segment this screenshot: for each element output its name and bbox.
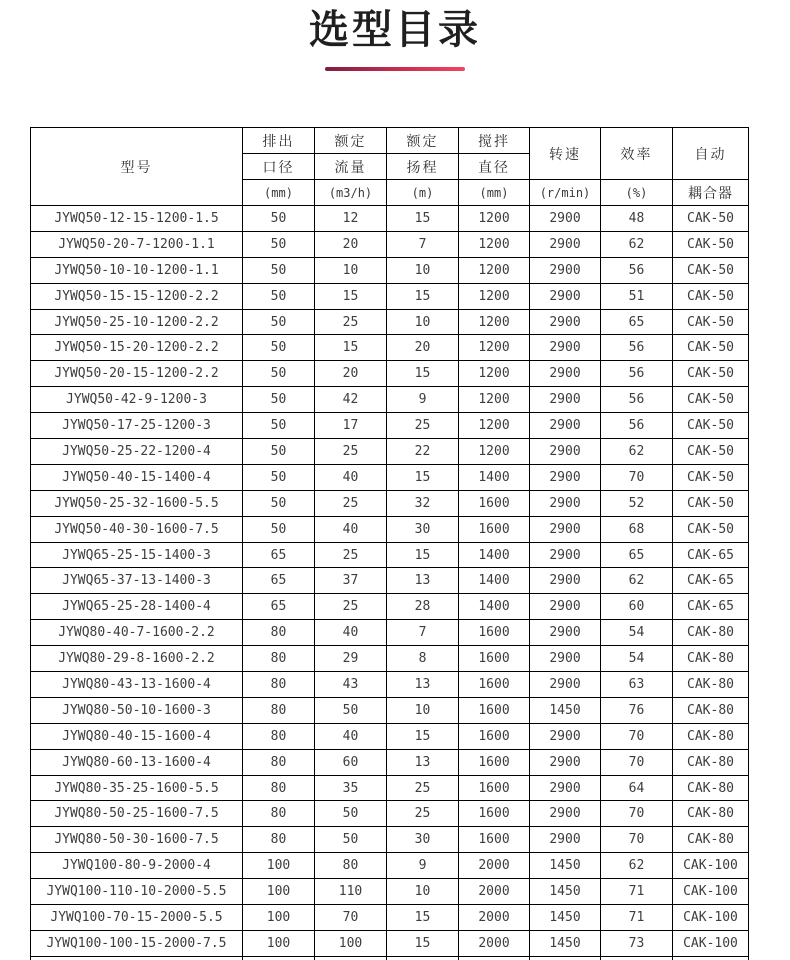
outlet-cell: 50 — [243, 257, 315, 283]
speed-cell: 2900 — [530, 516, 601, 542]
header-coupler-unit: 耦合器 — [673, 180, 749, 206]
flow-cell: 25 — [315, 490, 387, 516]
stir-cell: 1200 — [459, 413, 530, 439]
outlet-cell: 50 — [243, 516, 315, 542]
model-cell: JYWQ50-20-7-1200-1.1 — [31, 231, 243, 257]
stir-cell: 1600 — [459, 827, 530, 853]
flow-cell: 50 — [315, 801, 387, 827]
stir-cell: 1200 — [459, 283, 530, 309]
head-cell: 15 — [387, 283, 459, 309]
efficiency-cell: 51 — [601, 283, 673, 309]
table-head-section — [31, 128, 749, 206]
stir-cell: 1200 — [459, 361, 530, 387]
flow-cell: 15 — [315, 283, 387, 309]
flow-cell: 29 — [315, 646, 387, 672]
efficiency-cell: 65 — [601, 542, 673, 568]
efficiency-cell: 54 — [601, 620, 673, 646]
outlet-cell: 80 — [243, 620, 315, 646]
header-flow-top: 额定 — [315, 128, 387, 154]
table-row — [31, 335, 749, 361]
header-speed: 转速 — [530, 128, 601, 180]
coupler-cell: CAK-50 — [673, 335, 749, 361]
speed-cell: 2900 — [530, 309, 601, 335]
stir-cell: 1200 — [459, 387, 530, 413]
page-title: 选型目录 — [309, 8, 481, 52]
efficiency-cell: 71 — [601, 905, 673, 931]
stir-cell: 1200 — [459, 309, 530, 335]
stir-cell: 1200 — [459, 439, 530, 465]
outlet-cell: 80 — [243, 697, 315, 723]
header-flow-unit: (m3/h) — [315, 180, 387, 206]
outlet-cell: 50 — [243, 335, 315, 361]
flow-cell: 12 — [315, 206, 387, 232]
head-cell: 7 — [387, 231, 459, 257]
speed-cell — [530, 956, 601, 960]
stir-cell — [459, 956, 530, 960]
table-row — [31, 930, 749, 956]
model-cell: JYWQ65-37-13-1400-3 — [31, 568, 243, 594]
model-cell: JYWQ100-70-15-2000-5.5 — [31, 905, 243, 931]
outlet-cell: 80 — [243, 672, 315, 698]
coupler-cell: CAK-80 — [673, 723, 749, 749]
header-outlet-mid: 口径 — [243, 154, 315, 180]
model-cell: JYWQ50-20-15-1200-2.2 — [31, 361, 243, 387]
table-row — [31, 361, 749, 387]
head-cell: 10 — [387, 309, 459, 335]
table-row — [31, 646, 749, 672]
table-row — [31, 672, 749, 698]
stir-cell: 2000 — [459, 905, 530, 931]
table-row — [31, 594, 749, 620]
head-cell: 13 — [387, 749, 459, 775]
flow-cell: 25 — [315, 542, 387, 568]
efficiency-cell: 76 — [601, 697, 673, 723]
speed-cell: 2900 — [530, 723, 601, 749]
efficiency-cell: 70 — [601, 749, 673, 775]
head-cell: 15 — [387, 361, 459, 387]
model-cell: JYWQ50-25-10-1200-2.2 — [31, 309, 243, 335]
table-row — [31, 542, 749, 568]
stir-cell: 1600 — [459, 646, 530, 672]
efficiency-cell: 56 — [601, 387, 673, 413]
stir-cell: 1600 — [459, 620, 530, 646]
outlet-cell: 65 — [243, 542, 315, 568]
stir-cell: 1600 — [459, 490, 530, 516]
stir-cell: 1200 — [459, 335, 530, 361]
outlet-cell: 100 — [243, 853, 315, 879]
outlet-cell: 50 — [243, 231, 315, 257]
table-row — [31, 905, 749, 931]
speed-cell: 2900 — [530, 568, 601, 594]
model-cell: JYWQ80-29-8-1600-2.2 — [31, 646, 243, 672]
flow-cell — [315, 956, 387, 960]
flow-cell: 20 — [315, 231, 387, 257]
coupler-cell: CAK-65 — [673, 594, 749, 620]
header-efficiency: 效率 — [601, 128, 673, 180]
efficiency-cell: 64 — [601, 775, 673, 801]
selection-catalog-table — [30, 127, 749, 960]
efficiency-cell: 56 — [601, 335, 673, 361]
outlet-cell: 80 — [243, 801, 315, 827]
flow-cell: 70 — [315, 905, 387, 931]
header-outlet-top: 排出 — [243, 128, 315, 154]
coupler-cell — [673, 956, 749, 960]
table-row — [31, 879, 749, 905]
stir-cell: 1200 — [459, 231, 530, 257]
header-stir-unit: (mm) — [459, 180, 530, 206]
stir-cell: 1600 — [459, 801, 530, 827]
efficiency-cell: 63 — [601, 672, 673, 698]
head-cell: 25 — [387, 413, 459, 439]
outlet-cell: 50 — [243, 309, 315, 335]
header-outlet-unit: (mm) — [243, 180, 315, 206]
head-cell: 7 — [387, 620, 459, 646]
model-cell: JYWQ50-25-22-1200-4 — [31, 439, 243, 465]
table-row — [31, 387, 749, 413]
table-row — [31, 853, 749, 879]
head-cell: 32 — [387, 490, 459, 516]
table-row — [31, 723, 749, 749]
flow-cell: 50 — [315, 697, 387, 723]
head-cell: 30 — [387, 516, 459, 542]
flow-cell: 100 — [315, 930, 387, 956]
flow-cell: 40 — [315, 516, 387, 542]
table-row — [31, 309, 749, 335]
head-cell: 25 — [387, 775, 459, 801]
coupler-cell: CAK-80 — [673, 646, 749, 672]
coupler-cell: CAK-100 — [673, 879, 749, 905]
outlet-cell: 50 — [243, 206, 315, 232]
flow-cell: 25 — [315, 594, 387, 620]
model-cell: JYWQ50-12-15-1200-1.5 — [31, 206, 243, 232]
head-cell: 10 — [387, 697, 459, 723]
efficiency-cell: 54 — [601, 646, 673, 672]
efficiency-cell: 73 — [601, 930, 673, 956]
table-row — [31, 516, 749, 542]
model-cell: JYWQ100-110-10-2000-5.5 — [31, 879, 243, 905]
head-cell: 15 — [387, 464, 459, 490]
table-row — [31, 568, 749, 594]
title-divider — [325, 67, 465, 71]
table-row-partial — [31, 956, 749, 960]
speed-cell: 2900 — [530, 672, 601, 698]
flow-cell: 15 — [315, 335, 387, 361]
stir-cell: 2000 — [459, 853, 530, 879]
stir-cell: 1600 — [459, 672, 530, 698]
speed-cell: 1450 — [530, 905, 601, 931]
header-flow-mid: 流量 — [315, 154, 387, 180]
stir-cell: 1200 — [459, 206, 530, 232]
efficiency-cell: 62 — [601, 853, 673, 879]
table-row — [31, 801, 749, 827]
stir-cell: 1400 — [459, 542, 530, 568]
coupler-cell: CAK-65 — [673, 542, 749, 568]
stir-cell: 1200 — [459, 257, 530, 283]
efficiency-cell: 60 — [601, 594, 673, 620]
table-row — [31, 206, 749, 232]
header-speed-unit: (r/min) — [530, 180, 601, 206]
speed-cell: 1450 — [530, 930, 601, 956]
head-cell: 15 — [387, 930, 459, 956]
efficiency-cell: 48 — [601, 206, 673, 232]
stir-cell: 1600 — [459, 516, 530, 542]
efficiency-cell: 71 — [601, 879, 673, 905]
header-model: 型号 — [31, 128, 243, 206]
outlet-cell: 80 — [243, 723, 315, 749]
efficiency-cell: 52 — [601, 490, 673, 516]
coupler-cell: CAK-100 — [673, 853, 749, 879]
outlet-cell: 65 — [243, 568, 315, 594]
speed-cell: 2900 — [530, 490, 601, 516]
speed-cell: 2900 — [530, 646, 601, 672]
head-cell: 22 — [387, 439, 459, 465]
flow-cell: 80 — [315, 853, 387, 879]
speed-cell: 2900 — [530, 283, 601, 309]
table-row — [31, 283, 749, 309]
model-cell: JYWQ50-25-32-1600-5.5 — [31, 490, 243, 516]
efficiency-cell: 62 — [601, 231, 673, 257]
flow-cell: 25 — [315, 309, 387, 335]
speed-cell: 2900 — [530, 361, 601, 387]
model-cell: JYWQ80-35-25-1600-5.5 — [31, 775, 243, 801]
table-body — [31, 206, 749, 960]
coupler-cell: CAK-100 — [673, 905, 749, 931]
outlet-cell: 80 — [243, 775, 315, 801]
stir-cell: 1600 — [459, 749, 530, 775]
model-cell: JYWQ65-25-15-1400-3 — [31, 542, 243, 568]
table-row — [31, 413, 749, 439]
efficiency-cell: 70 — [601, 827, 673, 853]
efficiency-cell: 70 — [601, 723, 673, 749]
model-cell: JYWQ80-40-7-1600-2.2 — [31, 620, 243, 646]
outlet-cell: 65 — [243, 594, 315, 620]
model-cell: JYWQ50-40-30-1600-7.5 — [31, 516, 243, 542]
flow-cell: 37 — [315, 568, 387, 594]
speed-cell: 2900 — [530, 801, 601, 827]
coupler-cell: CAK-50 — [673, 413, 749, 439]
efficiency-cell: 56 — [601, 413, 673, 439]
coupler-cell: CAK-50 — [673, 516, 749, 542]
speed-cell: 2900 — [530, 387, 601, 413]
model-cell: JYWQ80-43-13-1600-4 — [31, 672, 243, 698]
coupler-cell: CAK-80 — [673, 620, 749, 646]
model-cell: JYWQ80-40-15-1600-4 — [31, 723, 243, 749]
efficiency-cell — [601, 956, 673, 960]
head-cell: 15 — [387, 542, 459, 568]
outlet-cell: 100 — [243, 879, 315, 905]
flow-cell: 40 — [315, 464, 387, 490]
flow-cell: 110 — [315, 879, 387, 905]
header-auto: 自动 — [673, 128, 749, 180]
outlet-cell: 100 — [243, 905, 315, 931]
stir-cell: 2000 — [459, 879, 530, 905]
flow-cell: 10 — [315, 257, 387, 283]
outlet-cell: 100 — [243, 930, 315, 956]
speed-cell: 2900 — [530, 231, 601, 257]
speed-cell: 2900 — [530, 335, 601, 361]
head-cell: 25 — [387, 801, 459, 827]
speed-cell: 2900 — [530, 620, 601, 646]
outlet-cell: 80 — [243, 827, 315, 853]
head-cell: 30 — [387, 827, 459, 853]
coupler-cell: CAK-50 — [673, 231, 749, 257]
efficiency-cell: 56 — [601, 257, 673, 283]
table-row — [31, 620, 749, 646]
efficiency-cell: 70 — [601, 464, 673, 490]
stir-cell: 1400 — [459, 594, 530, 620]
speed-cell: 1450 — [530, 879, 601, 905]
coupler-cell: CAK-65 — [673, 568, 749, 594]
outlet-cell: 50 — [243, 490, 315, 516]
coupler-cell: CAK-50 — [673, 206, 749, 232]
outlet-cell — [243, 956, 315, 960]
speed-cell: 1450 — [530, 697, 601, 723]
coupler-cell: CAK-50 — [673, 490, 749, 516]
coupler-cell: CAK-50 — [673, 283, 749, 309]
table-row — [31, 231, 749, 257]
flow-cell: 40 — [315, 723, 387, 749]
model-cell: JYWQ65-25-28-1400-4 — [31, 594, 243, 620]
speed-cell: 2900 — [530, 775, 601, 801]
header-head-top: 额定 — [387, 128, 459, 154]
stir-cell: 1600 — [459, 775, 530, 801]
speed-cell: 2900 — [530, 439, 601, 465]
head-cell — [387, 956, 459, 960]
flow-cell: 40 — [315, 620, 387, 646]
flow-cell: 17 — [315, 413, 387, 439]
outlet-cell: 50 — [243, 464, 315, 490]
table-row — [31, 464, 749, 490]
flow-cell: 35 — [315, 775, 387, 801]
model-cell: JYWQ50-40-15-1400-4 — [31, 464, 243, 490]
table-row — [31, 490, 749, 516]
stir-cell: 1400 — [459, 568, 530, 594]
coupler-cell: CAK-80 — [673, 801, 749, 827]
efficiency-cell: 62 — [601, 439, 673, 465]
efficiency-cell: 62 — [601, 568, 673, 594]
speed-cell: 2900 — [530, 257, 601, 283]
stir-cell: 1600 — [459, 723, 530, 749]
coupler-cell: CAK-80 — [673, 672, 749, 698]
efficiency-cell: 70 — [601, 801, 673, 827]
flow-cell: 50 — [315, 827, 387, 853]
outlet-cell: 50 — [243, 387, 315, 413]
stir-cell: 1600 — [459, 697, 530, 723]
flow-cell: 20 — [315, 361, 387, 387]
model-cell: JYWQ80-60-13-1600-4 — [31, 749, 243, 775]
coupler-cell: CAK-100 — [673, 930, 749, 956]
coupler-cell: CAK-50 — [673, 309, 749, 335]
head-cell: 13 — [387, 568, 459, 594]
speed-cell: 2900 — [530, 464, 601, 490]
model-cell: JYWQ50-17-25-1200-3 — [31, 413, 243, 439]
coupler-cell: CAK-50 — [673, 439, 749, 465]
header-stir-top: 搅拌 — [459, 128, 530, 154]
flow-cell: 43 — [315, 672, 387, 698]
header-row-1 — [31, 128, 749, 154]
table-row — [31, 827, 749, 853]
head-cell: 10 — [387, 257, 459, 283]
outlet-cell: 50 — [243, 413, 315, 439]
efficiency-cell: 68 — [601, 516, 673, 542]
coupler-cell: CAK-50 — [673, 257, 749, 283]
model-cell: JYWQ80-50-30-1600-7.5 — [31, 827, 243, 853]
flow-cell: 42 — [315, 387, 387, 413]
head-cell: 9 — [387, 387, 459, 413]
model-cell: JYWQ100-100-15-2000-7.5 — [31, 930, 243, 956]
stir-cell: 2000 — [459, 930, 530, 956]
head-cell: 15 — [387, 206, 459, 232]
table-row — [31, 697, 749, 723]
speed-cell: 2900 — [530, 594, 601, 620]
speed-cell: 2900 — [530, 413, 601, 439]
header-head-mid: 扬程 — [387, 154, 459, 180]
head-cell: 20 — [387, 335, 459, 361]
efficiency-cell: 56 — [601, 361, 673, 387]
model-cell: JYWQ80-50-25-1600-7.5 — [31, 801, 243, 827]
table-row — [31, 775, 749, 801]
coupler-cell: CAK-80 — [673, 827, 749, 853]
coupler-cell: CAK-50 — [673, 464, 749, 490]
speed-cell: 1450 — [530, 853, 601, 879]
flow-cell: 60 — [315, 749, 387, 775]
table-row — [31, 749, 749, 775]
head-cell: 10 — [387, 879, 459, 905]
header-head-unit: (m) — [387, 180, 459, 206]
model-cell: JYWQ80-50-10-1600-3 — [31, 697, 243, 723]
coupler-cell: CAK-80 — [673, 775, 749, 801]
table-row — [31, 257, 749, 283]
head-cell: 15 — [387, 905, 459, 931]
table-row — [31, 439, 749, 465]
speed-cell: 2900 — [530, 542, 601, 568]
outlet-cell: 50 — [243, 361, 315, 387]
coupler-cell: CAK-50 — [673, 387, 749, 413]
stir-cell: 1400 — [459, 464, 530, 490]
coupler-cell: CAK-80 — [673, 749, 749, 775]
speed-cell: 2900 — [530, 749, 601, 775]
speed-cell: 2900 — [530, 206, 601, 232]
header-efficiency-unit: (%) — [601, 180, 673, 206]
model-cell: JYWQ100-80-9-2000-4 — [31, 853, 243, 879]
head-cell: 9 — [387, 853, 459, 879]
head-cell: 8 — [387, 646, 459, 672]
head-cell: 28 — [387, 594, 459, 620]
model-cell: JYWQ50-15-15-1200-2.2 — [31, 283, 243, 309]
header-stir-mid: 直径 — [459, 154, 530, 180]
model-cell: JYWQ50-42-9-1200-3 — [31, 387, 243, 413]
outlet-cell: 50 — [243, 283, 315, 309]
outlet-cell: 50 — [243, 439, 315, 465]
speed-cell: 2900 — [530, 827, 601, 853]
efficiency-cell: 65 — [601, 309, 673, 335]
coupler-cell: CAK-80 — [673, 697, 749, 723]
model-cell: JYWQ50-10-10-1200-1.1 — [31, 257, 243, 283]
flow-cell: 25 — [315, 439, 387, 465]
model-cell: JYWQ50-15-20-1200-2.2 — [31, 335, 243, 361]
coupler-cell: CAK-50 — [673, 361, 749, 387]
head-cell: 13 — [387, 672, 459, 698]
head-cell: 15 — [387, 723, 459, 749]
outlet-cell: 80 — [243, 749, 315, 775]
outlet-cell: 80 — [243, 646, 315, 672]
model-cell — [31, 956, 243, 960]
